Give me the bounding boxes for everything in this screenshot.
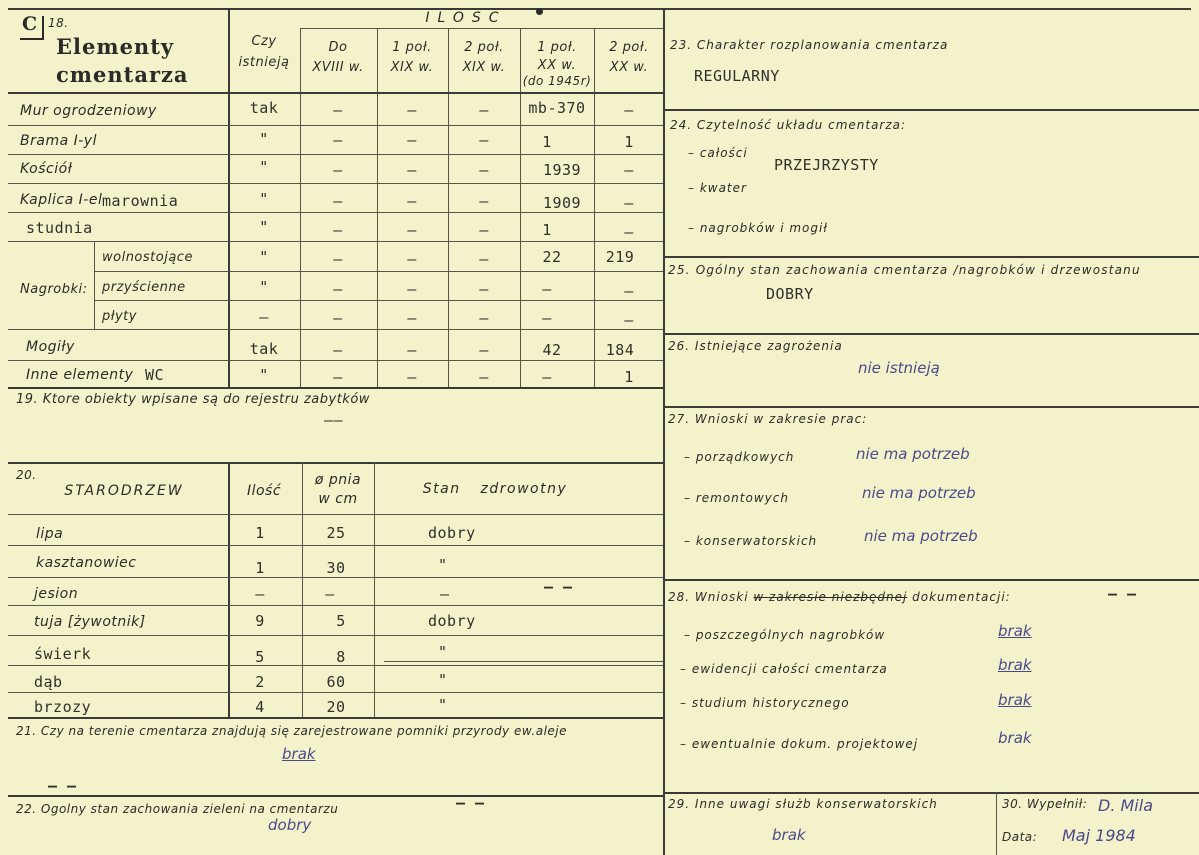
element-value: – <box>542 280 552 298</box>
element-value: – <box>333 341 343 359</box>
element-exists: " <box>259 158 269 176</box>
punch-dot <box>536 8 543 15</box>
col-header: 1 poł. <box>392 40 432 55</box>
element-value: – <box>333 250 343 268</box>
col-line <box>996 792 997 855</box>
tree-qty: 9 <box>255 612 265 630</box>
section-c-box <box>20 13 44 40</box>
q28-item: – poszczególnych nagrobków <box>684 628 886 642</box>
tree-diam: – <box>325 585 335 603</box>
element-value: 42 <box>542 341 562 359</box>
row-line <box>8 795 663 797</box>
ilosc-line <box>300 28 663 29</box>
row-line <box>8 125 663 126</box>
tree-state: " <box>438 696 448 714</box>
q27-item: – remontowych <box>684 491 789 505</box>
element-exists: – <box>259 308 269 326</box>
col-header: XIX w. <box>462 60 506 75</box>
element-value: mb-370 <box>528 99 586 117</box>
row-line <box>8 514 663 515</box>
q20-dash-mark: — — <box>544 578 573 596</box>
element-label-typed: marownia <box>102 192 179 210</box>
col-line <box>374 462 375 718</box>
element-value: – <box>407 250 417 268</box>
q20-header-qty: Ilość <box>246 483 282 499</box>
col-line <box>520 28 521 388</box>
row-line <box>8 545 663 546</box>
tree-name: dąb <box>34 673 63 691</box>
row-line <box>8 183 663 184</box>
element-value: 1 <box>542 221 552 239</box>
row-line <box>8 692 663 693</box>
element-value: – <box>479 368 489 386</box>
element-value: – <box>624 161 634 179</box>
q20-header-state: Stan zdrowotny <box>422 481 568 497</box>
row-line <box>8 241 663 242</box>
element-label: wolnostojące <box>102 250 193 265</box>
element-value: – <box>407 280 417 298</box>
row-line <box>663 256 1199 258</box>
tree-diam: 30 <box>326 559 346 577</box>
q27-answer: nie ma potrzeb <box>856 445 970 463</box>
element-value: – <box>407 341 417 359</box>
col-line <box>594 28 595 388</box>
q30-label: 30. Wypełnił: <box>1002 797 1088 811</box>
row-line <box>663 792 1199 794</box>
col-line <box>228 462 230 718</box>
element-value: 219 <box>605 248 635 266</box>
element-value: – <box>624 101 634 119</box>
row-line <box>8 154 663 155</box>
q28-answer: brak <box>998 622 1032 640</box>
element-exists: tak <box>249 340 279 358</box>
col-line <box>300 28 301 388</box>
tree-state: dobry <box>428 612 476 630</box>
element-label: Inne elementy <box>26 367 134 383</box>
element-label: Brama I-yl <box>20 133 97 149</box>
state-underline <box>384 661 663 662</box>
q27-label: 27. Wnioski w zakresie prac: <box>668 412 868 426</box>
row-line <box>8 717 663 719</box>
q27-item: – porządkowych <box>684 450 795 464</box>
tree-state: – <box>440 585 450 603</box>
col-header: XX w. <box>609 60 649 75</box>
element-value: 1 <box>624 368 634 386</box>
element-label: przyścienne <box>102 280 186 295</box>
col-line <box>94 241 95 329</box>
col-header: XX w. <box>537 58 577 73</box>
element-value: – <box>542 368 552 386</box>
tree-name: kasztanowiec <box>36 555 137 571</box>
q24-label: 24. Czytelność układu cmentarza: <box>670 118 907 132</box>
q24-answer: PRZEJRZYSTY <box>774 156 879 174</box>
tree-state: " <box>438 671 448 689</box>
row-line <box>8 605 663 606</box>
element-value: – <box>479 131 489 149</box>
tree-name: lipa <box>36 526 64 542</box>
element-label-typed: WC <box>145 366 165 384</box>
element-value: – <box>407 131 417 149</box>
q28-label-strike: w zakresie niezbędnej <box>753 590 908 604</box>
row-line <box>8 212 663 213</box>
element-value: – <box>333 280 343 298</box>
row-line <box>8 92 663 94</box>
element-value: – <box>333 192 343 210</box>
q28-label-end: dokumentacji: <box>912 590 1011 604</box>
col-header-exists: Czy <box>251 34 277 49</box>
q22-answer: dobry <box>268 816 312 834</box>
tree-name: jesion <box>34 586 79 602</box>
col-header: Do <box>328 40 348 55</box>
q21-label: 21. Czy na terenie cmentarza znajdują się zarejestrowane pomniki przyrody ew.aleje <box>16 724 568 738</box>
q22-label: 22. Ogolny stan zachowania zieleni na cmentarzu <box>16 802 339 816</box>
row-line <box>8 387 663 389</box>
q26-answer: nie istnieją <box>858 359 940 377</box>
tree-state: " <box>438 643 448 661</box>
element-value: 1909 <box>542 194 582 212</box>
col-header: (do 1945r) <box>522 74 592 88</box>
element-exists: tak <box>249 99 279 117</box>
q28-answer: brak <box>998 691 1032 709</box>
q23-label: 23. Charakter rozplanowania cmentarza <box>670 38 949 52</box>
element-value: – <box>479 161 489 179</box>
element-value: – <box>407 221 417 239</box>
tree-diam: 20 <box>326 698 346 716</box>
col-line <box>228 8 230 388</box>
tree-qty: 5 <box>255 648 265 666</box>
tree-diam: 25 <box>326 524 346 542</box>
row-line <box>663 579 1199 581</box>
ilosc-header: ILOSC <box>425 10 507 26</box>
q19-answer: —— <box>324 411 344 429</box>
tree-diam: 8 <box>336 648 346 666</box>
element-value: – <box>407 192 417 210</box>
element-value: – <box>333 221 343 239</box>
q28-item: – studium historycznego <box>680 696 850 710</box>
q27-answer: nie ma potrzeb <box>862 484 976 502</box>
element-exists: " <box>259 130 269 148</box>
q25-answer: DOBRY <box>766 285 814 303</box>
section-letter: C <box>22 13 38 35</box>
element-exists: " <box>259 366 269 384</box>
q19-label: 19. Ktore obiekty wpisane są do rejestru zabytków <box>16 392 370 407</box>
q28-answer: brak <box>998 656 1032 674</box>
col-header: 1 poł. <box>537 40 577 55</box>
element-value: – <box>479 101 489 119</box>
q24-item: – nagrobków i mogił <box>688 221 828 235</box>
col-header-exists: istnieją <box>238 55 290 70</box>
q30-date-label: Data: <box>1002 830 1038 844</box>
element-value: – <box>479 341 489 359</box>
element-exists: " <box>259 278 269 296</box>
section-title-1: Elementy <box>56 34 175 59</box>
element-label: studnia <box>26 219 93 237</box>
q28-answer: brak <box>998 729 1032 747</box>
q20-header-name: STARODRZEW <box>64 483 184 499</box>
tree-qty: 1 <box>255 524 265 542</box>
q21-dash-mark: — — <box>48 777 77 795</box>
col-line <box>448 28 449 388</box>
row-line <box>8 329 663 330</box>
q26-label: 26. Istniejące zagrożenia <box>668 339 843 353</box>
element-label: Mur ogrodzeniowy <box>20 103 157 119</box>
section-title-2: cmentarza <box>56 62 189 87</box>
element-value: – <box>479 250 489 268</box>
tree-qty: – <box>255 585 265 603</box>
q20-header-diam: ø pnia <box>314 472 362 488</box>
col-header: XIX w. <box>390 60 434 75</box>
element-exists: " <box>259 218 269 236</box>
element-value: – <box>333 101 343 119</box>
element-value: – <box>624 223 634 241</box>
tree-name: świerk <box>34 645 92 663</box>
col-header: 2 poł. <box>609 40 649 55</box>
q30-date: Maj 1984 <box>1062 826 1136 845</box>
row-line <box>94 271 663 272</box>
element-value: – <box>333 131 343 149</box>
q30-name: D. Mila <box>1098 796 1153 815</box>
q25-label: 25. Ogólny stan zachowania cmentarza /nagrobków i drzewostanu <box>668 263 1141 277</box>
q23-answer: REGULARNY <box>694 67 780 85</box>
tree-diam: 60 <box>326 673 346 691</box>
q29-answer: brak <box>772 826 806 844</box>
element-value: – <box>624 194 634 212</box>
element-value: 22 <box>542 248 562 266</box>
q27-answer: nie ma potrzeb <box>864 527 978 545</box>
element-value: 1 <box>542 133 552 151</box>
element-value: – <box>624 311 634 329</box>
element-value: 184 <box>605 341 635 359</box>
element-value: – <box>407 309 417 327</box>
nagrobki-label: Nagrobki: <box>20 282 88 297</box>
element-label: Kaplica I-el <box>20 192 103 208</box>
q28-label <box>668 590 1011 604</box>
tree-qty: 1 <box>255 559 265 577</box>
q20-header-diam-unit: w cm <box>318 491 358 507</box>
element-value: – <box>333 161 343 179</box>
element-label: Kościół <box>20 161 73 177</box>
tree-state: " <box>438 556 448 574</box>
element-value: 1939 <box>542 161 582 179</box>
tree-name: brzozy <box>34 698 92 716</box>
row-line <box>94 300 663 301</box>
q24-item: – całości <box>688 146 748 160</box>
element-value: – <box>333 368 343 386</box>
element-value: – <box>407 161 417 179</box>
element-value: – <box>407 368 417 386</box>
element-value: – <box>479 280 489 298</box>
q21-answer: brak <box>282 745 316 763</box>
row-line <box>663 406 1199 408</box>
tree-qty: 2 <box>255 673 265 691</box>
element-exists: " <box>259 190 269 208</box>
q28-label-start: 28. Wnioski <box>668 590 749 604</box>
q28-item: – ewentualnie dokum. projektowej <box>680 737 919 751</box>
q24-item: – kwater <box>688 181 747 195</box>
tree-name: tuja [żywotnik] <box>34 614 146 630</box>
q29-label: 29. Inne uwagi służb konserwatorskich <box>668 797 938 811</box>
q28-item: – ewidencji całości cmentarza <box>680 662 888 676</box>
col-header: XVIII w. <box>312 60 364 75</box>
row-line <box>8 360 663 361</box>
row-line <box>8 635 663 636</box>
row-line <box>663 333 1199 335</box>
element-value: 1 <box>624 133 634 151</box>
q20-number: 20. <box>16 468 37 482</box>
element-value: – <box>542 309 552 327</box>
q27-item: – konserwatorskich <box>684 534 818 548</box>
center-divider <box>663 8 665 855</box>
element-value: – <box>479 221 489 239</box>
element-value: – <box>407 101 417 119</box>
tree-qty: 4 <box>255 698 265 716</box>
section-number: 18. <box>48 16 69 30</box>
element-value: – <box>624 282 634 300</box>
top-border <box>8 8 1191 10</box>
col-line <box>377 28 378 388</box>
q22-dash-mark: — — <box>456 794 485 812</box>
element-label: płyty <box>102 309 137 324</box>
element-value: – <box>333 309 343 327</box>
col-header: 2 poł. <box>464 40 504 55</box>
element-value: – <box>479 309 489 327</box>
element-value: – <box>479 192 489 210</box>
q28-dash-mark: — — <box>1108 585 1137 603</box>
element-label: Mogiły <box>26 339 75 355</box>
row-line <box>8 462 663 464</box>
row-line <box>663 109 1199 111</box>
element-exists: " <box>259 248 269 266</box>
col-line <box>302 462 303 718</box>
tree-state: dobry <box>428 524 476 542</box>
tree-diam: 5 <box>336 612 346 630</box>
